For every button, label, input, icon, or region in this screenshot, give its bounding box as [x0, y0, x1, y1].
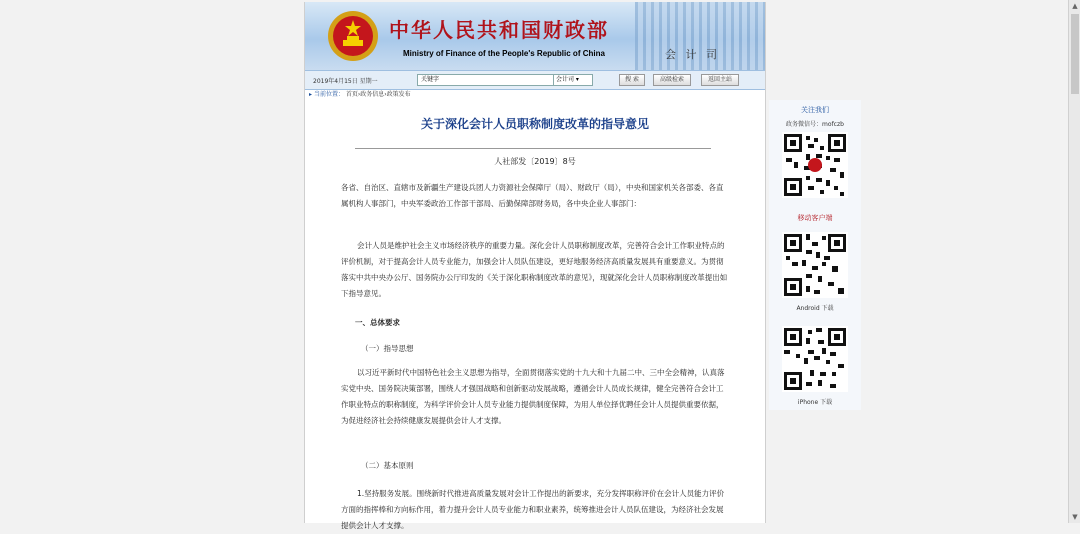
title-divider	[355, 148, 711, 149]
location-icon: ▸	[309, 91, 313, 98]
iphone-qr-code[interactable]	[782, 326, 848, 392]
iphone-download-label[interactable]: iPhone 下载	[797, 399, 833, 406]
addressees-paragraph: 各省、自治区、直辖市及新疆生产建设兵团人力资源社会保障厅（局）、财政厅（局），中央和国家机关各部委、各直属机构人事部门，中央军委政治工作部干部局、后勤保障部财务局，各中央企业人事部门：	[341, 183, 724, 208]
document-number: 人社部发〔2019〕8号	[494, 157, 576, 166]
follow-us-title: 关注我们	[801, 106, 829, 114]
page-scrollbar[interactable]	[1068, 0, 1080, 523]
intro-paragraph: 会计人员是维护社会主义市场经济秩序的重要力量。深化会计人员职称制度改革，完善符合会计工作职业特点的评价机制，对于提高会计人员专业能力，加强会计人员队伍建设，更好地服务经济高质量发展具有重要意义。为贯彻落实中共中央办公厅、国务院办公厅印发的《关于深化职称制度改革的意见》，现就深化会计人员职称制度改革提出如下指导意见。	[341, 241, 728, 298]
site-banner	[305, 2, 765, 70]
android-download-label[interactable]: Android 下载	[796, 305, 834, 312]
department-name: 会 计 司	[665, 48, 720, 61]
subsection-heading: （二）基本原则	[361, 461, 414, 470]
document-title: 关于深化会计人员职称制度改革的指导意见	[420, 117, 649, 131]
scope-select[interactable]: 会计司 ▾	[553, 74, 593, 86]
scroll-up-icon[interactable]: ▲	[1072, 2, 1078, 10]
advanced-search-button[interactable]: 高级检索	[653, 74, 691, 86]
scope-select-value: 会计司	[556, 76, 575, 83]
page-container	[304, 2, 766, 530]
search-input[interactable]: 关键字	[417, 74, 554, 86]
scroll-down-icon[interactable]: ▼	[1072, 513, 1078, 521]
site-title: 中华人民共和国财政部	[389, 18, 609, 42]
breadcrumb-path[interactable]: 首页›政务信息›政策发布	[345, 91, 411, 98]
subsection-heading: （一）指导思想	[361, 344, 414, 353]
wechat-qr-code	[782, 132, 848, 198]
guideline-paragraph: 以习近平新时代中国特色社会主义思想为指导，全面贯彻落实党的十九大和十九届二中、三中全会精神，认真落实党中央、国务院决策部署，围绕人才强国战略和创新驱动发展战略，遵循会计人员成长规律，健全完善符合会计工作职业特点的职称制度，为科学评价会计人员专业能力提供制度保障，为用人单位择优聘任会计人员提供重要依据，为促进经济社会持续健康发展提供会计人才支撑。	[341, 368, 725, 425]
national-emblem-icon	[327, 10, 379, 62]
principle-paragraph: 1.坚持服务发展。围绕新时代推进高质量发展对会计工作提出的新要求，充分发挥职称评价在会计人员能力评价方面的指挥棒和方向标作用，着力提升会计人员专业能力和职业素养，统筹推进会计人员队伍建设，为经济社会发展提供会计人才支撑。	[341, 489, 725, 530]
breadcrumb-label: 当前位置：	[313, 91, 344, 98]
section-heading: 一、总体要求	[355, 318, 400, 327]
scrollbar-thumb[interactable]	[1071, 14, 1079, 94]
android-qr-code[interactable]	[782, 232, 848, 298]
current-date: 2019年4月15日 星期一	[313, 78, 378, 85]
home-button[interactable]: 返回主站	[701, 74, 739, 86]
search-button[interactable]: 搜 索	[619, 74, 645, 86]
breadcrumb	[309, 89, 761, 99]
site-subtitle: Ministry of Finance of the People's Republic of China	[403, 49, 605, 58]
wechat-id: 政务微信号：mofczb	[786, 121, 844, 128]
toolbar	[305, 70, 765, 90]
sidebar	[769, 100, 861, 410]
mobile-client-title: 移动客户端	[797, 214, 833, 222]
